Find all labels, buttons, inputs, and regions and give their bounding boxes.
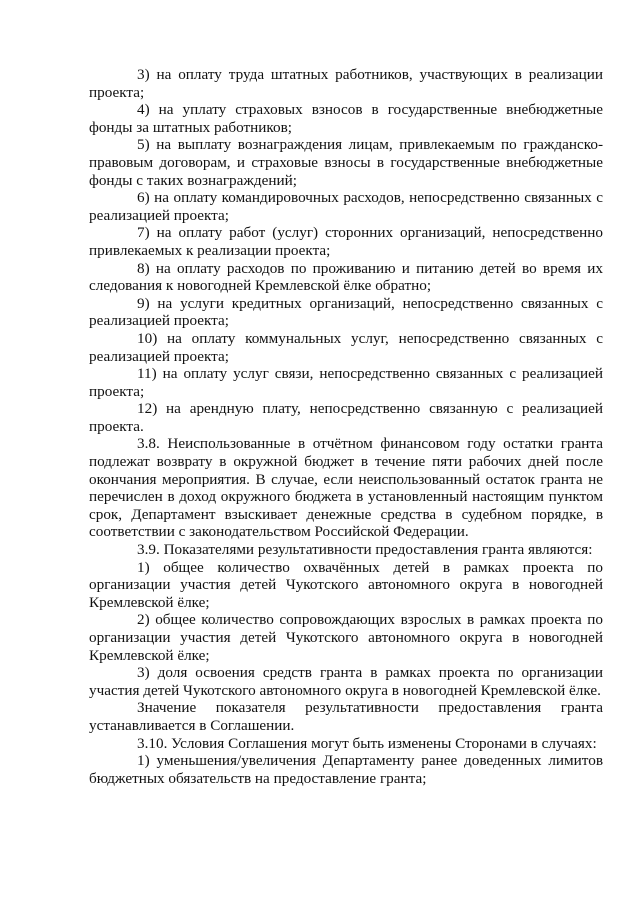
paragraph-item-4: 4) на уплату страховых взносов в государственные внебюджетные фонды за штатных работников; — [89, 101, 603, 136]
clause-3-9: 3.9. Показателями результативности предоставления гранта являются: — [137, 541, 593, 559]
clause-3-10: 3.10. Условия Соглашения могут быть изменены Сторонами в случаях: — [137, 734, 597, 752]
paragraph-item-11: 11) на оплату услуг связи, непосредственно связанных с реализацией проекта; — [89, 365, 603, 400]
paragraph-item-10: 10) на оплату коммунальных услуг, непосредственно связанных с реализацией проекта; — [89, 329, 603, 365]
indicator-item-2: 2) общее количество сопровождающих взрослых в рамках проекта по организации участия детей Чукотского автономного округа в новогодней Кремлевской ёлке; — [89, 611, 603, 664]
paragraph-item-3: 3) на оплату труда штатных работников, участвующих в реализации проекта; — [89, 66, 603, 101]
paragraph-item-5: 5) на выплату вознаграждения лицам, привлекаемым по гражданско-правовым договорам, и страховые взносы в государственные внебюджетные фонды с таких вознаграждений; — [89, 136, 603, 189]
document-body — [89, 66, 603, 787]
paragraph-item-6: 6) на оплату командировочных расходов, непосредственно связанных с реализацией проекта; — [89, 189, 603, 224]
indicator-value-note: Значение показателя результативности предоставления гранта устанавливается в Соглашении. — [89, 699, 603, 734]
paragraph-item-7: 7) на оплату работ (услуг) сторонних организаций, непосредственно привлекаемых к реализации проекта; — [89, 224, 603, 259]
clause-3-8: 3.8. Неиспользованные в отчётном финансовом году остатки гранта подлежат возврату в окружной бюджет в течение пяти рабочих дней после окончания мероприятия. В случае, если неиспользованный остаток гранта не перечислен в доход окружного бюджета в установленный настоящим пунктом срок, Департамент взыскивает денежные средства в судебном порядке, в соответствии с законодательством Российской Федерации. — [89, 435, 603, 541]
indicator-item-3: 3) доля освоения средств гранта в рамках проекта по организации участия детей Чукотского автономного округа в новогодней Кремлевской ёлке. — [89, 664, 603, 699]
indicator-item-1: 1) общее количество охвачённых детей в рамках проекта по организации участия детей Чукотского автономного округа в новогодней Кремлевской ёлке; — [89, 558, 603, 611]
amendment-item-1: 1) уменьшения/увеличения Департаменту ранее доведенных лимитов бюджетных обязательств на предоставление гранта; — [89, 752, 603, 787]
paragraph-item-12: 12) на арендную плату, непосредственно связанную с реализацией проекта. — [89, 400, 603, 435]
paragraph-item-8: 8) на оплату расходов по проживанию и питанию детей во время их следования к новогодней Кремлевской ёлке обратно; — [89, 259, 603, 295]
paragraph-item-9: 9) на услуги кредитных организаций, непосредственно связанных с реализацией проекта; — [89, 294, 603, 330]
